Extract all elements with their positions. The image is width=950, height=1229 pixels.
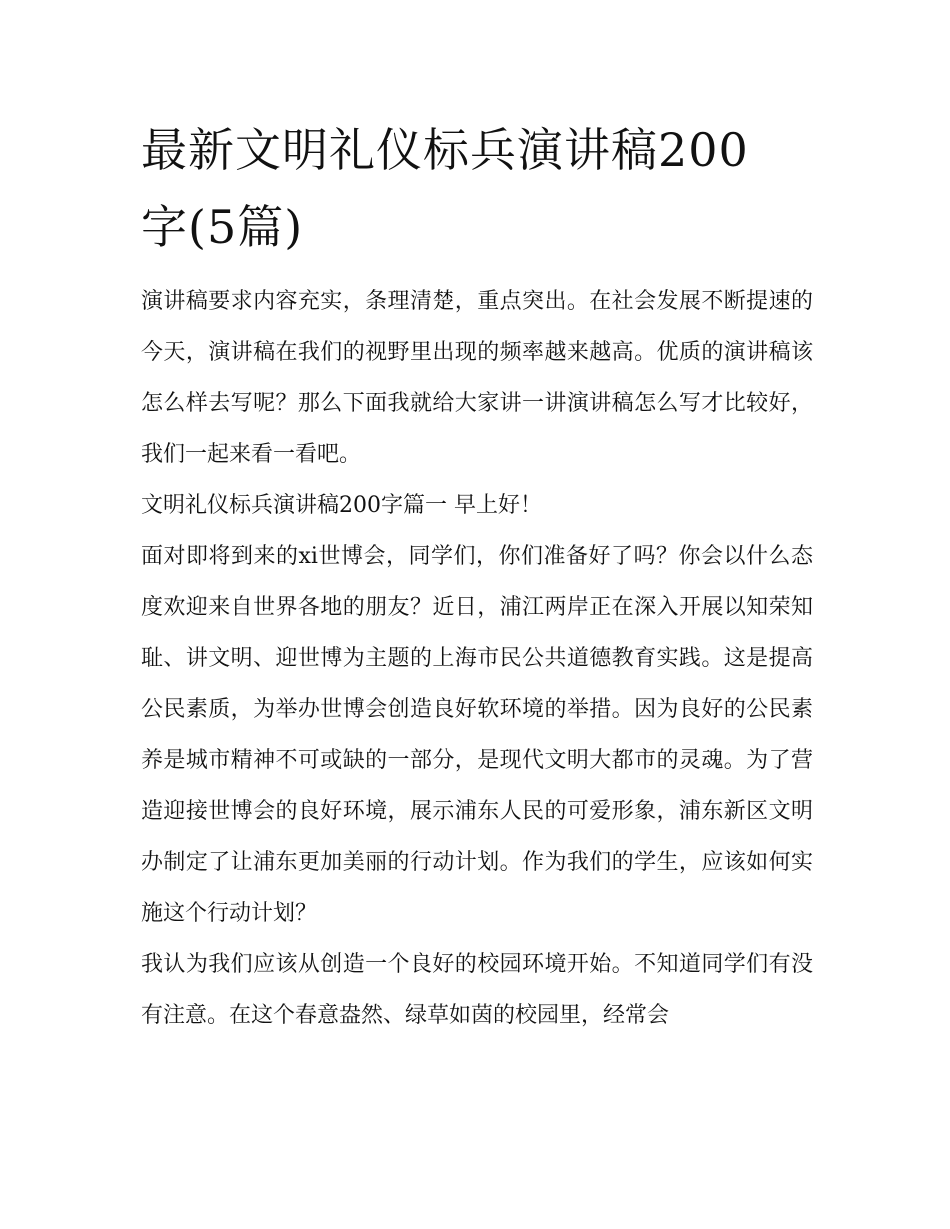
title-line-2: 字(5篇) <box>141 200 304 254</box>
paragraph-expo: 面对即将到来的xi世博会，同学们，你们准备好了吗？你会以什么态度欢迎来自世界各地的朋友？近日，浦江两岸正在深入开展以知荣知耻、讲文明、迎世博为主题的上海市民公共道德教育实践。这是提高公民素质，为举办世博会创造良好软环境的举措。因为良好的公民素养是城市精神不可或缺的一部分，是现代文明大都市的灵魂。为了营造迎接世博会的良好环境，展示浦东人民的可爱形象，浦东新区文明办制定了让浦东更加美丽的行动计划。作为我们的学生，应该如何实施这个行动计划？ <box>141 544 813 926</box>
document-body <box>141 276 813 1041</box>
title-line-1: 最新文明礼仪标兵演讲稿200 <box>141 123 749 177</box>
document-title <box>141 112 813 266</box>
document-content <box>141 112 813 1041</box>
paragraph-campus: 我认为我们应该从创造一个良好的校园环境开始。不知道同学们有没有注意。在这个春意盎然、绿草如茵的校园里，经常会 <box>141 952 813 1028</box>
paragraph-section-heading: 文明礼仪标兵演讲稿200字篇一 早上好！ <box>141 493 542 518</box>
paragraph-intro: 演讲稿要求内容充实，条理清楚，重点突出。在社会发展不断提速的今天，演讲稿在我们的视野里出现的频率越来越高。优质的演讲稿该怎么样去写呢？那么下面我就给大家讲一讲演讲稿怎么写才比较好，我们一起来看一看吧。 <box>141 289 813 467</box>
